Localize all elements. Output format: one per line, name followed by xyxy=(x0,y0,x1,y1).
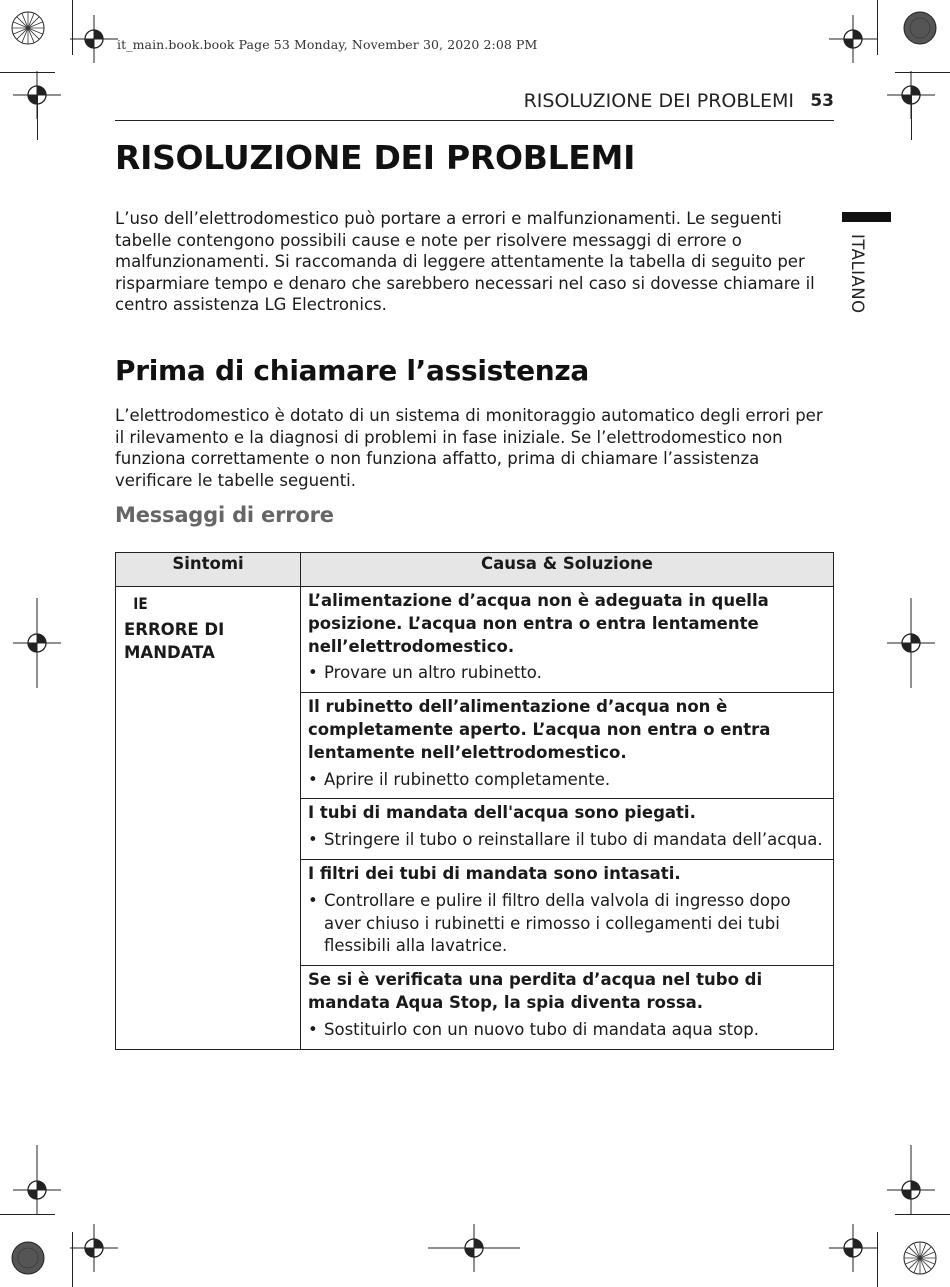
crop-mark xyxy=(37,95,38,140)
crop-mark xyxy=(0,1214,55,1215)
symptom-cell xyxy=(116,587,301,1050)
crop-mark xyxy=(72,1232,73,1287)
solution-item xyxy=(308,662,826,685)
radial-target-icon xyxy=(10,10,46,46)
table-row xyxy=(116,587,834,693)
language-tab-bar xyxy=(842,212,891,222)
crop-mark xyxy=(0,72,55,73)
cause-cell xyxy=(301,966,834,1049)
cause-cell xyxy=(301,799,834,860)
cause-text: I tubi di mandata dell'acqua sono piegati. xyxy=(308,803,696,823)
error-table xyxy=(115,552,834,1050)
registration-mark-icon xyxy=(428,1224,520,1272)
running-header-title: RISOLUZIONE DEI PROBLEMI xyxy=(523,90,794,112)
running-header xyxy=(115,90,834,121)
cause-text: Il rubinetto dell’alimentazione d’acqua non è completamente aperto. L’acqua non entra o entra lentamente nell’elettrodomestico. xyxy=(308,697,771,762)
table-header-row xyxy=(116,553,834,587)
section-title: Prima di chiamare l’assistenza xyxy=(115,354,590,387)
error-code-display: IE xyxy=(133,594,148,613)
registration-mark-icon xyxy=(13,1145,61,1215)
solid-target-icon xyxy=(902,10,938,46)
page-number: 53 xyxy=(810,91,834,111)
table-header-symptoms: Sintomi xyxy=(116,553,301,587)
bullet: • xyxy=(308,1019,318,1039)
cause-text: I filtri dei tubi di mandata sono intasati. xyxy=(308,863,681,883)
solution-item xyxy=(308,769,826,792)
cause-cell xyxy=(301,693,834,799)
solution-text: Provare un altro rubinetto. xyxy=(324,663,542,683)
table-header-cause: Causa & Soluzione xyxy=(301,553,834,587)
bullet: • xyxy=(308,890,318,910)
registration-mark-icon xyxy=(13,598,61,688)
crop-mark xyxy=(72,0,73,55)
cause-text: L’alimentazione d’acqua non è adeguata in quella posizione. L’acqua non entra o entra lentamente nell’elettrodomestico. xyxy=(308,591,769,656)
radial-target-icon xyxy=(902,1240,938,1276)
solution-text: Aprire il rubinetto completamente. xyxy=(324,769,611,789)
subsection-title: Messaggi di errore xyxy=(115,503,334,527)
crop-mark xyxy=(895,1214,950,1215)
registration-mark-icon xyxy=(829,1224,877,1272)
solution-item xyxy=(308,829,826,852)
crop-mark xyxy=(911,95,912,140)
cause-text: Se si è verificata una perdita d’acqua nel tubo di mandata Aqua Stop, la spia diventa rossa. xyxy=(308,970,763,1012)
file-info: it_main.book.book Page 53 Monday, November 30, 2020 2:08 PM xyxy=(117,37,538,52)
bullet: • xyxy=(308,830,318,850)
cause-cell xyxy=(301,587,834,693)
cause-cell xyxy=(301,859,834,965)
registration-mark-icon xyxy=(70,1224,118,1272)
registration-mark-icon xyxy=(887,598,935,688)
solution-text: Controllare e pulire il filtro della valvola di ingresso dopo aver chiuso i rubinetti e rimosso i collegamenti dei tubi flessibili alla lavatrice. xyxy=(324,890,791,956)
solid-target-icon xyxy=(10,1240,46,1276)
crop-mark xyxy=(877,0,878,55)
section-paragraph: L’elettrodomestico è dotato di un sistema di monitoraggio automatico degli errori per il rilevamento e la diagnosi di problemi in fase iniziale. Se l’elettrodomestico non funziona correttamente o non funziona affatto, prima di chiamare l’assistenza verificare le tabelle seguenti. xyxy=(115,406,823,490)
crop-mark xyxy=(877,1232,878,1287)
solution-text: Stringere il tubo o reinstallare il tubo di mandata dell’acqua. xyxy=(324,830,823,850)
bullet: • xyxy=(308,663,318,683)
registration-mark-icon xyxy=(70,15,118,63)
symptom-label: ERRORE DI MANDATA xyxy=(124,619,225,662)
bullet: • xyxy=(308,769,318,789)
intro-paragraph: L’uso dell’elettrodomestico può portare a errori e malfunzionamenti. Le seguenti tabelle contengono possibili cause e note per risolvere messaggi di errore o malfunzionamenti. Si raccomanda di leggere attentamente la tabella di seguito per risparmiare tempo e denaro che sarebbero necessari nel caso si dovesse chiamare il centro assistenza LG Electronics. xyxy=(115,209,815,315)
crop-mark xyxy=(895,72,950,73)
solution-item xyxy=(308,1019,826,1042)
registration-mark-icon xyxy=(829,15,877,63)
page-title: RISOLUZIONE DEI PROBLEMI xyxy=(115,138,636,177)
solution-text: Sostituirlo con un nuovo tubo di mandata aqua stop. xyxy=(324,1019,759,1039)
solution-item xyxy=(308,890,826,958)
registration-mark-icon xyxy=(887,1145,935,1215)
language-tab-label: ITALIANO xyxy=(848,234,867,314)
